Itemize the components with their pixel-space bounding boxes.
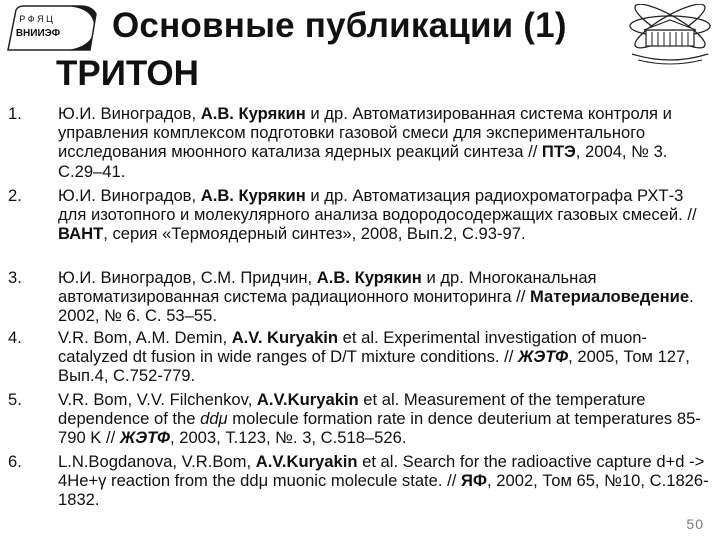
slide-subtitle: ТРИТОН (56, 54, 199, 93)
publication-list (0, 104, 720, 512)
item-author-highlight: A.V. Kuryakin (231, 328, 339, 347)
vniief-logo (6, 4, 98, 54)
publication-item (0, 268, 720, 328)
item-number: 4. (8, 328, 22, 347)
item-author-highlight: A.V.Kuryakin (255, 452, 358, 471)
item-authors: V.R. Bom, A.M. Demin, (58, 328, 232, 347)
item-text: и др. Автоматизированная система контроля и управления комплексом подготовки газовой смеси для экспериментального исследования мюонного катализа ядерных реакций синтеза // (58, 104, 672, 162)
atom-building-emblem (624, 4, 716, 66)
item-journal: ЖЭТФ (119, 428, 170, 448)
item-text: et al. Measurement of the temperature dependence of the (58, 390, 646, 429)
item-author-highlight: A.V.Kuryakin (256, 390, 359, 409)
item-journal: ПТЭ (541, 142, 576, 162)
item-text: и др. Автоматизация радиохроматографа РХТ-3 для изотопного и молекулярного анализа водородосодержащих газовых смесей. // (58, 186, 697, 225)
logo-bottom-text: ВНИИЭФ (15, 28, 61, 39)
slide-title: Основные публикации (1) (112, 6, 567, 45)
item-citation: , 2002, Том 65, №10, С.1826-1832. (58, 471, 709, 510)
item-authors: Ю.И. Виноградов, (58, 186, 201, 205)
item-number: 5. (8, 390, 22, 409)
publication-item (0, 104, 720, 186)
item-citation: , серия «Термоядерный синтез», 2008, Вып.2, С.93-97. (103, 224, 526, 244)
item-authors: V.R. Bom, V.V. Filchenkov, (58, 390, 257, 409)
item-number: 6. (8, 452, 22, 471)
item-authors: Ю.И. Виноградов, (58, 104, 201, 123)
page-number: 50 (686, 516, 704, 532)
item-number: 1. (8, 104, 22, 123)
item-citation: , 2005, Том 127, Вып.4, С.752-779. (58, 347, 690, 386)
publication-item (0, 452, 720, 512)
item-authors: Ю.И. Виноградов, С.М. Придчин, (58, 268, 317, 287)
item-citation: , 2004, № 3. С.29–41. (58, 142, 668, 181)
item-authors: L.N.Bogdanova, V.R.Bom, (58, 452, 256, 471)
item-number: 2. (8, 186, 22, 205)
item-formula: ddμ (200, 409, 228, 429)
item-journal: ВАНТ (58, 224, 104, 244)
item-text: et al. Experimental investigation of muon-catalyzed dt fusion in wide ranges of D/T mixture conditions. // (58, 328, 648, 367)
item-journal: Материаловедение (530, 287, 690, 307)
item-text: и др. Многоканальная автоматизированная система радиационного мониторинга // (58, 268, 597, 307)
publication-item (0, 328, 720, 390)
item-author-highlight: А.В. Курякин (316, 268, 422, 287)
publication-item (0, 390, 720, 452)
item-text: molecule formation rate in dence deuterium at temperatures 85-790 K // (58, 409, 701, 448)
item-text: et al. Search for the radioactive capture d+d -> 4He+γ reaction from the ddμ muonic molecule state. // (58, 452, 705, 491)
publication-item (0, 186, 720, 268)
item-journal: ЯФ (460, 471, 488, 491)
item-citation: , 2003, Т.123, №. 3, С.518–526. (170, 428, 407, 448)
item-author-highlight: А.В. Курякин (200, 104, 306, 123)
item-number: 3. (8, 268, 22, 287)
logo-top-text: Р Ф Я Ц (19, 14, 53, 24)
item-citation: . 2002, № 6. С. 53–55. (58, 287, 694, 326)
item-journal: ЖЭТФ (517, 347, 569, 367)
item-author-highlight: А.В. Курякин (200, 186, 306, 205)
